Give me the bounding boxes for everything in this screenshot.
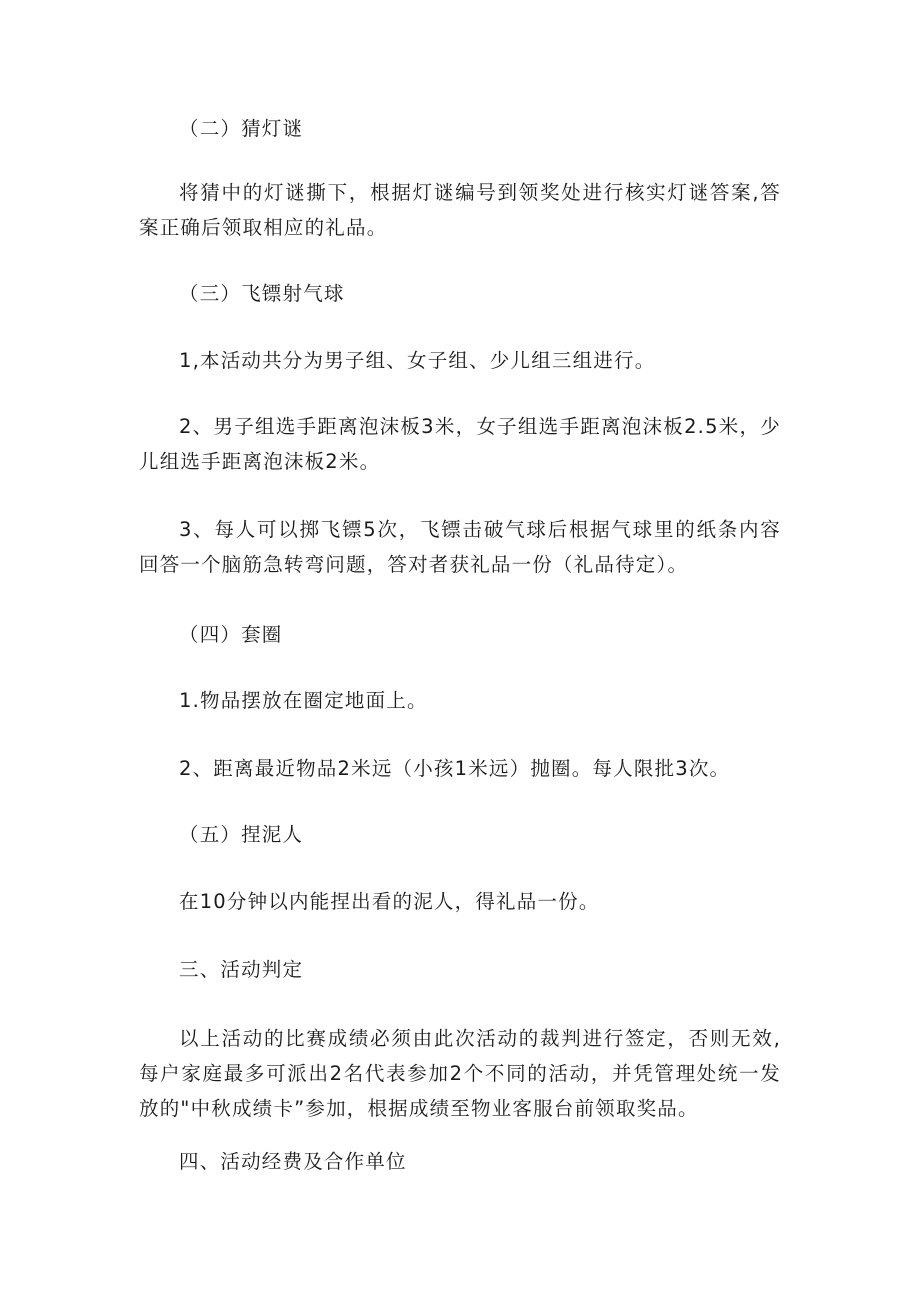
paragraph-ring-toss-item-2: 2、距离最近物品2米远（小孩1米远）抛圈。每人限批3次。 [179,757,731,780]
section-heading-ring-toss: （四）套圈 [179,623,283,646]
part-heading-funding-partners: 四、活动经费及合作单位 [179,1150,407,1173]
paragraph-ring-toss-item-1: 1.物品摆放在圈定地面上。 [179,689,428,712]
paragraph-darts-item-1: 1,本活动共分为男子组、女子组、少儿组三组进行。 [179,349,656,372]
section-heading-lantern-riddles: （二）猜灯谜 [179,117,304,140]
section-heading-darts: （三）飞镖射气球 [179,282,345,305]
part-heading-judgement: 三、活动判定 [179,958,304,981]
paragraph-clay-figures: 在10分钟以内能捏出看的泥人，得礼品一份。 [179,890,600,913]
paragraph-lantern-riddles: 将猜中的灯谜撕下，根据灯谜编号到领奖处进行核实灯谜答案,答案正确后领取相应的礼品。 [139,181,781,239]
section-heading-clay-figures: （五）捏泥人 [179,823,304,846]
paragraph-darts-item-2: 2、男子组选手距离泡沫板3米，女子组选手距离泡沫板2.5米，少儿组选手距离泡沫板2米。 [139,415,781,473]
paragraph-judgement: 以上活动的比赛成绩必须由此次活动的裁判进行签定，否则无效,每户家庭最多可派出2名代表参加2个不同的活动，并凭管理处统一发放的"中秋成绩卡”参加，根据成绩至物业客服台前领取奖品。 [139,1027,781,1120]
paragraph-darts-item-3: 3、每人可以掷飞镖5次，飞镖击破气球后根据气球里的纸条内容回答一个脑筋急转弯问题，答对者获礼品一份（礼品待定）。 [139,518,781,576]
